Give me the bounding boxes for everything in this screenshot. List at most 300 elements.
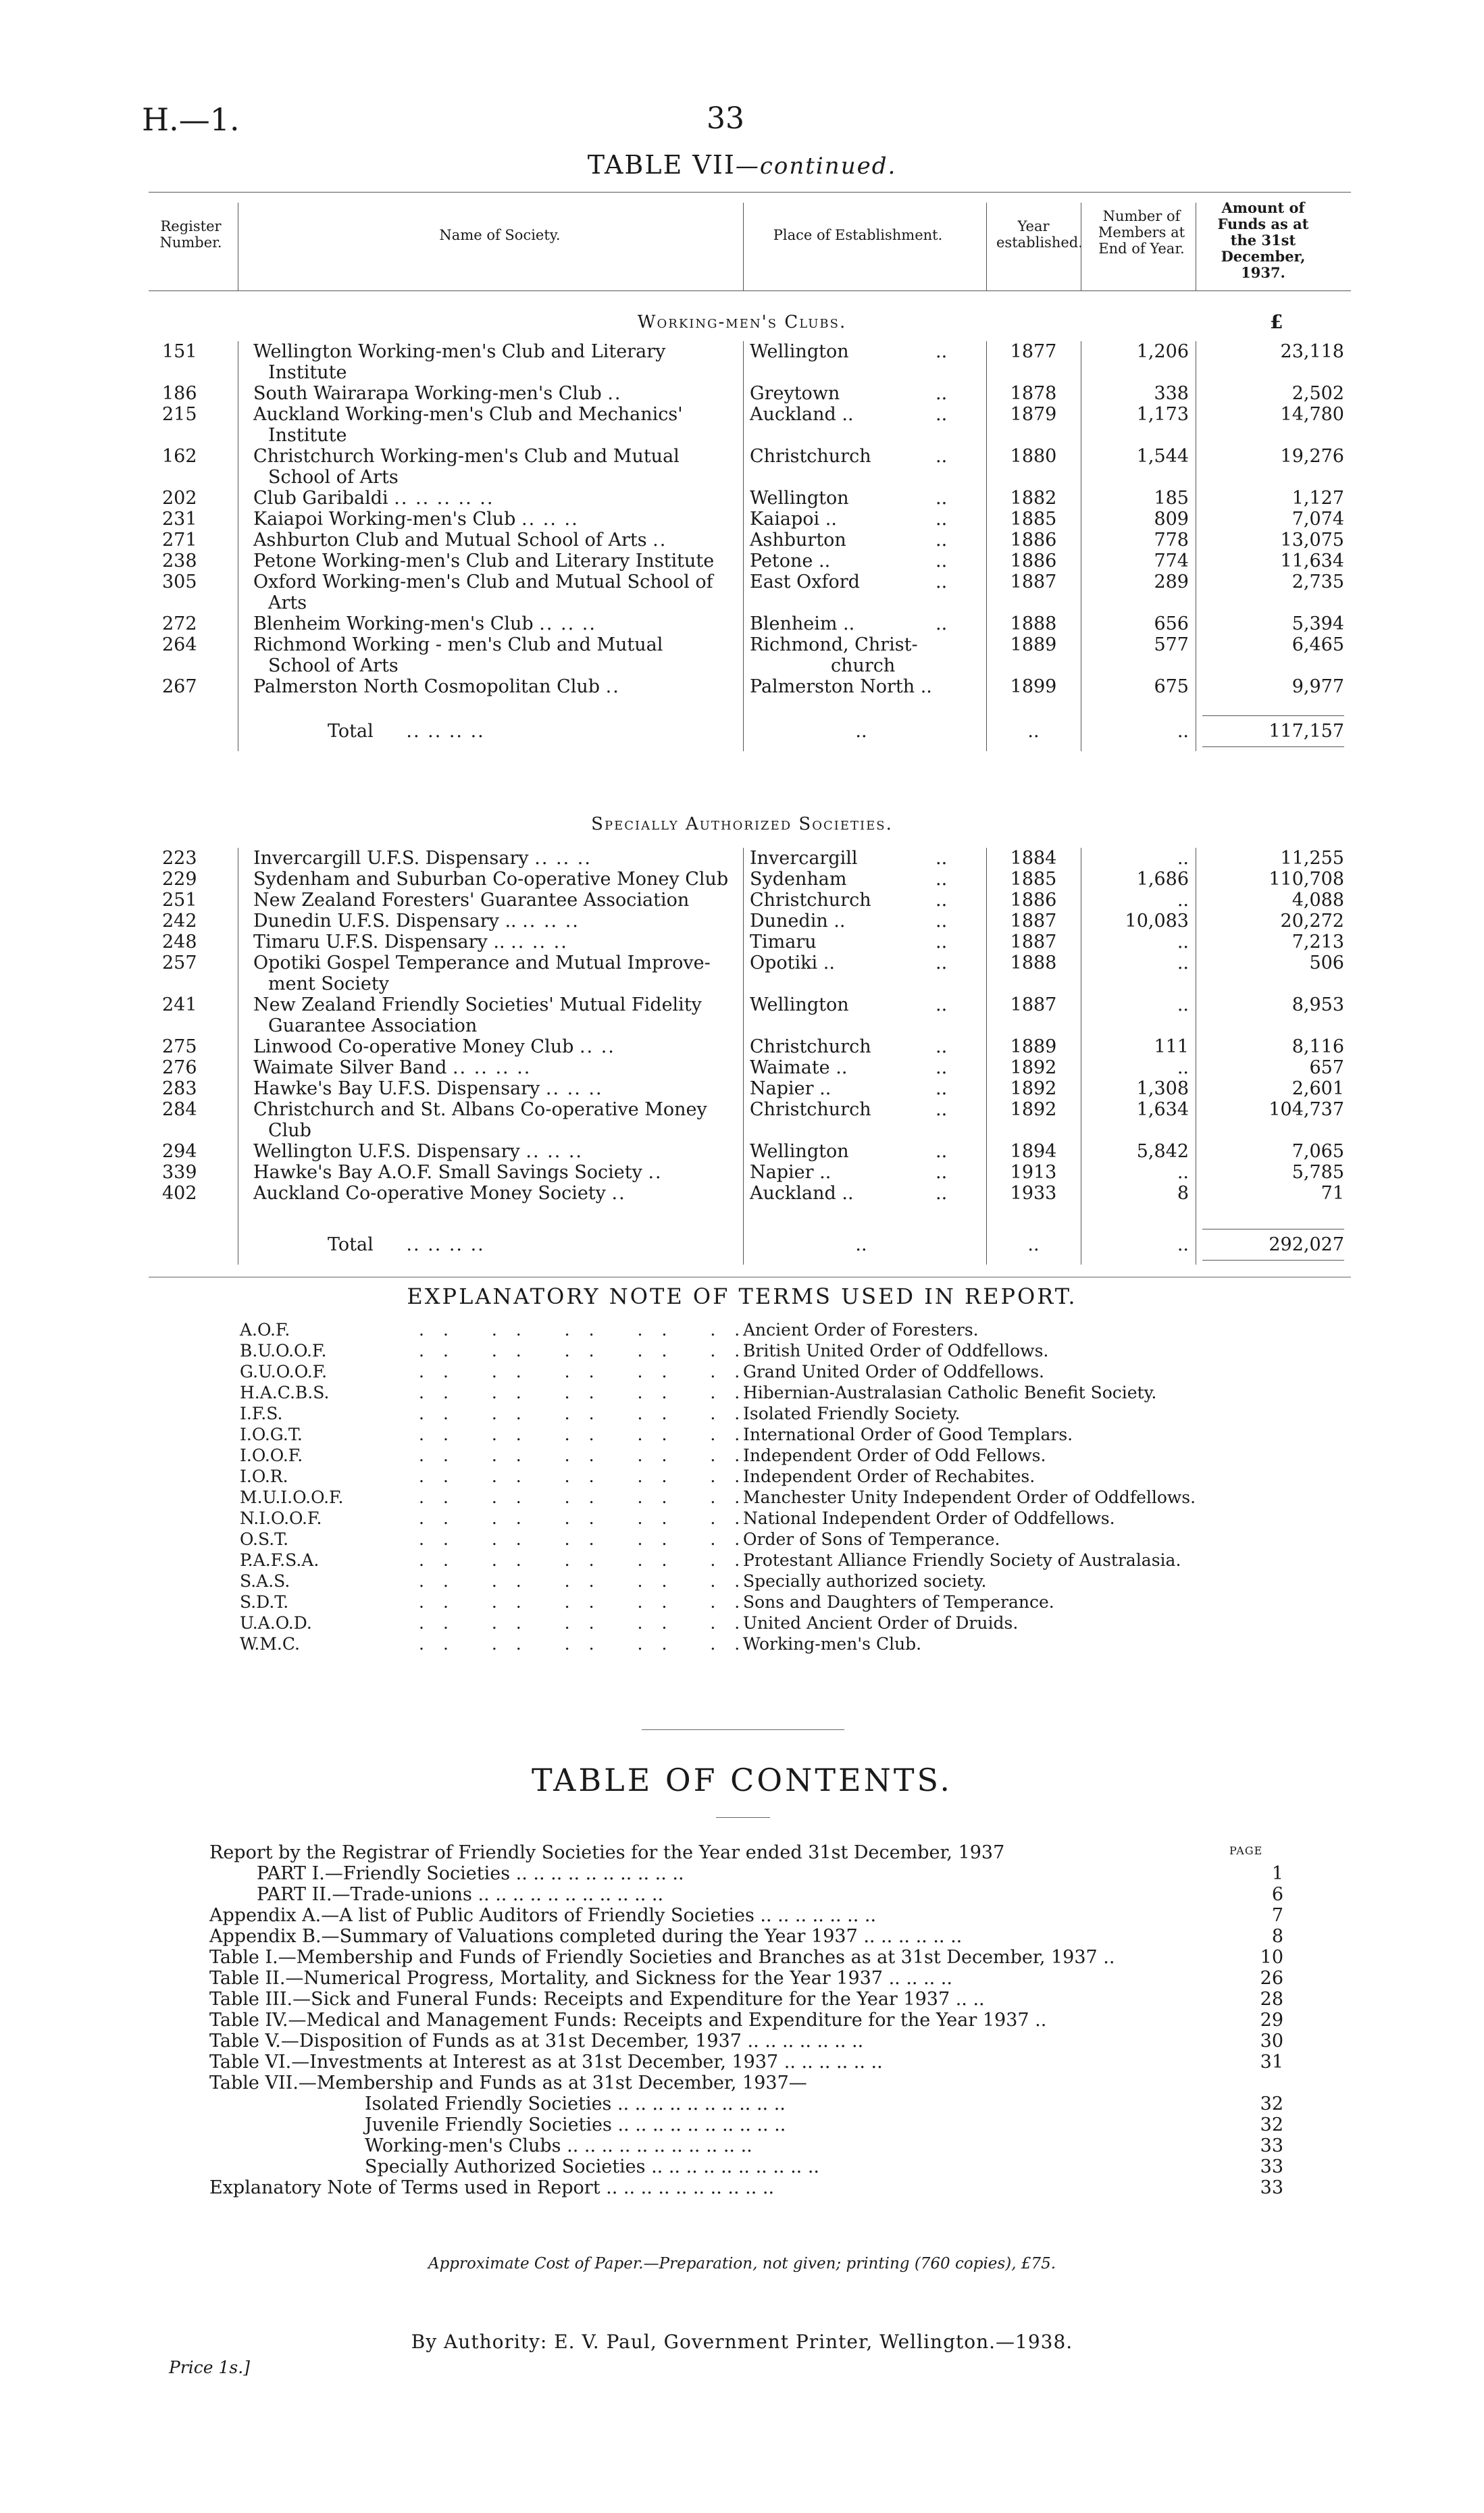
funds-amount: 11,634 <box>1280 551 1344 572</box>
leader-dots: .. .. .. .. <box>406 721 485 742</box>
funds-amount: 20,272 <box>1280 911 1344 932</box>
abbreviation: I.O.R. <box>240 1467 288 1486</box>
society-name-line2: Institute <box>268 362 347 383</box>
toc-page-number: 32 <box>1260 2093 1283 2114</box>
society-name-line1: Richmond Working - men's Club and Mutual <box>253 634 663 655</box>
total-label-text: Total <box>328 1234 374 1255</box>
place-of-establishment <box>750 530 973 551</box>
register-number: 248 <box>162 932 197 953</box>
society-name <box>253 488 740 509</box>
society-name-line2: ment Society <box>268 973 389 994</box>
society-name <box>253 446 740 488</box>
place-of-establishment <box>750 1036 973 1057</box>
toc-entry-text: Table V.—Disposition of Funds as at 31st December, 1937 .. .. .. .. .. .. .. <box>209 2031 864 2052</box>
toc-entry-text: Table I.—Membership and Funds of Friendly Societies and Branches as at 31st December, 1937 .. <box>209 1947 1115 1968</box>
leader-dots: .. .. .. .. .. <box>419 1571 759 1591</box>
col-name: Name of Society. <box>439 227 561 243</box>
abbreviation: H.A.C.B.S. <box>240 1383 330 1402</box>
funds-amount: 5,394 <box>1291 613 1344 634</box>
abbreviation-meaning: National Independent Order of Oddfellows. <box>743 1508 1115 1528</box>
society-name-line1: Ashburton Club and Mutual School of Arts <box>253 530 647 551</box>
toc-page-number: 29 <box>1260 2010 1283 2031</box>
abbreviation-meaning: United Ancient Order of Druids. <box>743 1613 1019 1633</box>
abbreviation: I.O.G.T. <box>240 1425 303 1444</box>
funds-amount: 23,118 <box>1280 341 1344 362</box>
society-name <box>253 509 740 530</box>
funds-amount: 506 <box>1309 953 1344 973</box>
place-line1: Blenheim .. <box>750 613 855 634</box>
total-bottom-rule <box>1202 1260 1344 1261</box>
toc-page-label: PAGE <box>1229 1844 1263 1857</box>
divider <box>716 1817 770 1818</box>
register-number: 251 <box>162 890 197 911</box>
society-name-line1: Christchurch Working-men's Club and Mutual <box>253 446 680 467</box>
table-title <box>0 150 1484 180</box>
toc-entry-text: Juvenile Friendly Societies .. .. .. .. .. .. .. .. .. .. <box>365 2114 786 2135</box>
abbreviation-meaning: Independent Order of Odd Fellows. <box>743 1446 1046 1465</box>
members-count: .. <box>1177 848 1189 869</box>
leader-dots: .. .. .. <box>526 1141 584 1162</box>
society-name-line1: Invercargill U.F.S. Dispensary <box>253 848 529 869</box>
funds-amount: 5,785 <box>1291 1162 1344 1183</box>
place-of-establishment <box>750 953 973 973</box>
society-name-line2: Institute <box>268 425 347 446</box>
register-number: 294 <box>162 1141 197 1162</box>
register-number: 267 <box>162 676 197 697</box>
year-established: 1887 <box>1010 572 1057 592</box>
place-line1: Waimate .. <box>750 1057 848 1078</box>
funds-amount: 104,737 <box>1269 1099 1344 1120</box>
funds-amount: 8,116 <box>1291 1036 1344 1057</box>
year-established: 1886 <box>1010 551 1057 572</box>
abbreviation: A.O.F. <box>240 1320 290 1340</box>
year-established: 1885 <box>1010 869 1057 890</box>
total-funds: 292,027 <box>1269 1234 1344 1255</box>
col-rule <box>743 341 744 751</box>
society-name <box>253 848 740 869</box>
leader-dots: .. .. .. .. .. <box>419 1320 759 1340</box>
place-line1: Auckland .. <box>750 404 854 425</box>
funds-amount: 657 <box>1309 1057 1344 1078</box>
society-name <box>253 1078 740 1099</box>
total-year: .. <box>1027 721 1040 742</box>
place-of-establishment <box>750 1141 973 1162</box>
society-name <box>253 932 740 953</box>
abbreviation-meaning: Order of Sons of Temperance. <box>743 1529 1000 1549</box>
place-line1: Ashburton <box>750 530 846 551</box>
place-line1: Greytown <box>750 383 840 404</box>
year-established: 1878 <box>1010 383 1057 404</box>
year-established: 1892 <box>1010 1057 1057 1078</box>
leader-dots: .. <box>648 1162 663 1183</box>
place-line2: church <box>831 655 896 676</box>
year-established: 1892 <box>1010 1099 1057 1120</box>
leader-dots: .. <box>936 1057 948 1078</box>
register-number: 283 <box>162 1078 197 1099</box>
society-name-line1: New Zealand Foresters' Guarantee Association <box>253 890 690 911</box>
society-name <box>253 1057 740 1078</box>
toc-page-number: 33 <box>1260 2177 1283 2198</box>
printer-authority: By Authority: E. V. Paul, Government Printer, Wellington.—1938. <box>411 2331 1073 2353</box>
place-line1: Christchurch <box>750 890 871 911</box>
leader-dots: .. <box>936 1162 948 1183</box>
society-name <box>253 869 740 890</box>
place-of-establishment <box>750 1099 973 1120</box>
place-line1: East Oxford <box>750 572 860 592</box>
members-count: 185 <box>1154 488 1189 509</box>
toc-page-number: 26 <box>1260 1968 1283 1989</box>
abbreviation-meaning: Sons and Daughters of Temperance. <box>743 1592 1054 1612</box>
register-number: 339 <box>162 1162 197 1183</box>
leader-dots: .. .. .. .. .. <box>419 1425 759 1444</box>
year-established: 1885 <box>1010 509 1057 530</box>
leader-dots: .. .. .. .. .. <box>419 1383 759 1402</box>
toc-page-number: 8 <box>1271 1926 1283 1947</box>
year-established: 1877 <box>1010 341 1057 362</box>
funds-amount: 19,276 <box>1280 446 1344 467</box>
society-name <box>253 341 740 383</box>
leader-dots: .. <box>936 932 948 953</box>
society-name-line1: Blenheim Working-men's Club <box>253 613 534 634</box>
place-of-establishment <box>750 509 973 530</box>
society-name <box>253 890 740 911</box>
header-bottom-rule <box>149 290 1351 291</box>
leader-dots: .. .. .. .. .. <box>419 1613 759 1633</box>
members-count: 10,083 <box>1125 911 1189 932</box>
society-name-line1: Dunedin U.F.S. Dispensary .. <box>253 911 517 932</box>
toc-entry-text: PART II.—Trade-unions .. .. .. .. .. .. .. .. .. .. .. <box>257 1884 664 1905</box>
society-name-line1: Christchurch and St. Albans Co-operative Money <box>253 1099 707 1120</box>
leader-dots: .. <box>611 1183 626 1204</box>
register-number: 229 <box>162 869 197 890</box>
place-of-establishment <box>750 634 973 676</box>
society-name <box>253 953 740 994</box>
members-count: 774 <box>1154 551 1189 572</box>
place-line1: Opotiki .. <box>750 953 835 973</box>
leader-dots: .. .. .. <box>521 509 579 530</box>
members-count: 809 <box>1154 509 1189 530</box>
abbreviation-meaning: Hibernian-Australasian Catholic Benefit Society. <box>743 1383 1157 1402</box>
toc-entry-text: Report by the Registrar of Friendly Societies for the Year ended 31st December, 1937 <box>209 1842 1005 1863</box>
register-number: 231 <box>162 509 197 530</box>
year-established: 1892 <box>1010 1078 1057 1099</box>
place-of-establishment <box>750 383 973 404</box>
register-number: 257 <box>162 953 197 973</box>
leader-dots: .. .. .. .. <box>452 1057 532 1078</box>
place-of-establishment <box>750 1183 973 1204</box>
place-line1: Dunedin .. <box>750 911 846 932</box>
leader-dots: .. <box>936 509 948 530</box>
leader-dots: .. .. .. .. .. <box>419 1446 759 1465</box>
society-name-line2: School of Arts <box>268 655 399 676</box>
society-name-line1: Opotiki Gospel Temperance and Mutual Improve- <box>253 953 711 973</box>
toc-page-number: 10 <box>1260 1947 1283 1968</box>
society-name <box>253 1183 740 1204</box>
members-count: 1,308 <box>1136 1078 1189 1099</box>
toc-entry-text: Table VI.—Investments at Interest as at 31st December, 1937 .. .. .. .. .. .. <box>209 2052 883 2073</box>
register-number: 162 <box>162 446 197 467</box>
funds-amount: 2,601 <box>1291 1078 1344 1099</box>
leader-dots: .. .. .. .. .. <box>419 1467 759 1486</box>
year-established: 1889 <box>1010 634 1057 655</box>
society-name-line1: South Wairarapa Working-men's Club <box>253 383 602 404</box>
divider <box>642 1729 844 1730</box>
place-line1: Palmerston North .. <box>750 676 932 697</box>
funds-amount: 7,074 <box>1291 509 1344 530</box>
place-line1: Christchurch <box>750 1099 871 1120</box>
members-count: 656 <box>1154 613 1189 634</box>
leader-dots: .. <box>936 1099 948 1120</box>
column-headers <box>149 188 1351 289</box>
toc-page-number: 32 <box>1260 2114 1283 2135</box>
funds-amount: 71 <box>1321 1183 1344 1204</box>
members-count: 577 <box>1154 634 1189 655</box>
year-established: 1913 <box>1010 1162 1057 1183</box>
col-year: Year established. <box>996 218 1083 251</box>
society-name-line1: Kaiapoi Working-men's Club <box>253 509 516 530</box>
funds-amount: 1,127 <box>1291 488 1344 509</box>
society-name <box>253 613 740 634</box>
abbreviation: S.D.T. <box>240 1592 289 1612</box>
register-number: 242 <box>162 911 197 932</box>
leader-dots: .. <box>936 404 948 425</box>
society-name-line1: Wellington U.F.S. Dispensary <box>253 1141 520 1162</box>
members-count: .. <box>1177 994 1189 1015</box>
leader-dots: .. .. .. <box>545 1078 603 1099</box>
society-name <box>253 572 740 613</box>
year-established: 1888 <box>1010 953 1057 973</box>
register-number: 272 <box>162 613 197 634</box>
society-name <box>253 676 740 697</box>
society-name-line1: Hawke's Bay A.O.F. Small Savings Society <box>253 1162 642 1183</box>
toc-entry-text: Table IV.—Medical and Management Funds: Receipts and Expenditure for the Year 1937 .. <box>209 2010 1047 2031</box>
abbreviation-meaning: British United Order of Oddfellows. <box>743 1341 1049 1361</box>
leader-dots: .. .. .. <box>511 932 568 953</box>
total-place: .. <box>855 721 867 742</box>
leader-dots: .. <box>936 890 948 911</box>
year-established: 1933 <box>1010 1183 1057 1204</box>
toc-entry-text: Appendix B.—Summary of Valuations completed during the Year 1937 .. .. .. .. .. .. <box>209 1926 963 1947</box>
leader-dots: .. <box>936 488 948 509</box>
cost-note: Approximate Cost of Paper.—Preparation, not given; printing (760 copies), £75. <box>428 2255 1056 2273</box>
toc-entry-text: Isolated Friendly Societies .. .. .. .. .. .. .. .. .. .. <box>365 2093 786 2114</box>
abbreviation: I.O.O.F. <box>240 1446 303 1465</box>
document-ref: H.—1. <box>142 101 240 138</box>
leader-dots: .. <box>936 551 948 572</box>
abbreviation: U.A.O.D. <box>240 1613 312 1633</box>
leader-dots: .. .. .. <box>534 848 592 869</box>
abbreviation-meaning: International Order of Good Templars. <box>743 1425 1073 1444</box>
members-count: 675 <box>1154 676 1189 697</box>
place-line1: Kaiapoi .. <box>750 509 837 530</box>
toc-entry-text: Explanatory Note of Terms used in Report .. .. .. .. .. .. .. .. .. .. <box>209 2177 775 2198</box>
toc-page-number: 6 <box>1271 1884 1283 1905</box>
abbreviation-meaning: Manchester Unity Independent Order of Oddfellows. <box>743 1488 1196 1507</box>
members-count: 1,544 <box>1136 446 1189 467</box>
leader-dots: .. <box>936 572 948 592</box>
members-count: 778 <box>1154 530 1189 551</box>
members-count: 1,634 <box>1136 1099 1189 1120</box>
register-number: 275 <box>162 1036 197 1057</box>
society-name-line2: Arts <box>268 592 307 613</box>
place-of-establishment <box>750 446 973 467</box>
place-line1: Richmond, Christ- <box>750 634 918 655</box>
leader-dots: .. <box>936 994 948 1015</box>
section-title-working-mens-clubs: Working-men's Clubs. <box>637 312 847 332</box>
society-name <box>253 1141 740 1162</box>
place-line1: Wellington <box>750 1141 849 1162</box>
leader-dots: .. .. <box>579 1036 615 1057</box>
place-line1: Sydenham <box>750 869 847 890</box>
place-line1: Wellington <box>750 488 849 509</box>
place-of-establishment <box>750 551 973 572</box>
society-name <box>253 404 740 446</box>
year-established: 1894 <box>1010 1141 1057 1162</box>
year-established: 1880 <box>1010 446 1057 467</box>
register-number: 305 <box>162 572 197 592</box>
society-name-line1: Sydenham and Suburban Co-operative Money Club <box>253 869 729 890</box>
leader-dots: .. <box>653 530 667 551</box>
toc-page-number: 7 <box>1271 1905 1283 1926</box>
abbreviation: O.S.T. <box>240 1529 289 1549</box>
col-register: Register Number. <box>159 218 222 251</box>
place-line1: Auckland .. <box>750 1183 854 1204</box>
col-place: Place of Establishment. <box>773 227 943 243</box>
place-line1: Christchurch <box>750 446 871 467</box>
society-name <box>253 1036 740 1057</box>
members-count: 5,842 <box>1136 1141 1189 1162</box>
price: Price 1s.] <box>169 2358 250 2377</box>
members-count: .. <box>1177 953 1189 973</box>
leader-dots: .. <box>936 446 948 467</box>
year-established: 1887 <box>1010 932 1057 953</box>
register-number: 186 <box>162 383 197 404</box>
funds-amount: 8,953 <box>1291 994 1344 1015</box>
toc-entry-text: Table VII.—Membership and Funds as at 31st December, 1937— <box>209 2073 807 2093</box>
total-members: .. <box>1177 1234 1189 1255</box>
toc-page-number: 1 <box>1271 1863 1283 1884</box>
funds-amount: 7,065 <box>1291 1141 1344 1162</box>
section-title-specially-authorized: Specially Authorized Societies. <box>591 814 893 834</box>
page-number: 33 <box>707 101 744 136</box>
place-of-establishment <box>750 1057 973 1078</box>
members-count: .. <box>1177 890 1189 911</box>
leader-dots: .. .. .. .. .. <box>419 1362 759 1381</box>
toc-page-number: 31 <box>1260 2052 1283 2073</box>
abbreviation-meaning: Ancient Order of Foresters. <box>743 1320 979 1340</box>
register-number: 271 <box>162 530 197 551</box>
members-count: 1,206 <box>1136 341 1189 362</box>
funds-amount: 2,502 <box>1291 383 1344 404</box>
society-name <box>253 551 740 572</box>
society-name-line1: Timaru U.F.S. Dispensary .. <box>253 932 505 953</box>
abbreviation: M.U.I.O.O.F. <box>240 1488 344 1507</box>
abbreviation: B.U.O.O.F. <box>240 1341 327 1361</box>
place-line1: Petone .. <box>750 551 831 572</box>
leader-dots: .. <box>936 1078 948 1099</box>
year-established: 1887 <box>1010 994 1057 1015</box>
leader-dots: .. <box>936 1141 948 1162</box>
place-line1: Christchurch <box>750 1036 871 1057</box>
society-name-line1: Auckland Working-men's Club and Mechanics' <box>253 404 683 425</box>
place-line1: Wellington <box>750 341 849 362</box>
toc-page-number: 30 <box>1260 2031 1283 2052</box>
place-of-establishment <box>750 404 973 425</box>
total-members: .. <box>1177 721 1189 742</box>
leader-dots: .. <box>936 1036 948 1057</box>
leader-dots: .. <box>936 1183 948 1204</box>
total-label <box>253 1234 814 1255</box>
place-line1: Invercargill <box>750 848 858 869</box>
total-bottom-rule <box>1202 746 1344 747</box>
place-of-establishment <box>750 341 973 362</box>
toc-entry-text: Table II.—Numerical Progress, Mortality, and Sickness for the Year 1937 .. .. .. .. <box>209 1968 952 1989</box>
place-of-establishment <box>750 848 973 869</box>
leader-dots: .. .. .. .. .. <box>419 1341 759 1361</box>
leader-dots: .. .. .. .. .. <box>419 1634 759 1654</box>
abbreviation: I.F.S. <box>240 1404 283 1423</box>
leader-dots: .. <box>936 848 948 869</box>
funds-amount: 2,735 <box>1291 572 1344 592</box>
col-rule <box>986 341 987 751</box>
society-name-line1: Petone Working-men's Club and Literary Institute <box>253 551 715 572</box>
col-funds: Amount of Funds as at the 31st December, 1937. <box>1217 199 1309 281</box>
table-title-main: TABLE VII <box>587 150 736 180</box>
society-name <box>253 1099 740 1141</box>
leader-dots: .. <box>936 341 948 362</box>
society-name <box>253 383 740 404</box>
abbreviation-meaning: Isolated Friendly Society. <box>743 1404 961 1423</box>
col-members: Number of Members at End of Year. <box>1098 208 1185 257</box>
society-name-line1: Oxford Working-men's Club and Mutual School of <box>253 572 713 592</box>
members-count: .. <box>1177 932 1189 953</box>
leader-dots: .. <box>607 383 622 404</box>
society-name-line1: Hawke's Bay U.F.S. Dispensary <box>253 1078 540 1099</box>
society-name-line2: Guarantee Association <box>268 1015 478 1036</box>
funds-amount: 11,255 <box>1280 848 1344 869</box>
toc-page-number: 28 <box>1260 1989 1283 2010</box>
col-rule <box>986 848 987 1265</box>
total-rule <box>1202 715 1344 716</box>
place-of-establishment <box>750 676 973 697</box>
leader-dots: .. .. .. .. .. <box>419 1508 759 1528</box>
funds-amount: 4,088 <box>1291 890 1344 911</box>
funds-amount: 13,075 <box>1280 530 1344 551</box>
year-established: 1879 <box>1010 404 1057 425</box>
members-count: .. <box>1177 1162 1189 1183</box>
leader-dots: .. .. .. .. .. <box>419 1550 759 1570</box>
place-of-establishment <box>750 1162 973 1183</box>
total-label-text: Total <box>328 721 374 742</box>
society-name-line1: Wellington Working-men's Club and Literary <box>253 341 666 362</box>
total-label <box>253 721 814 742</box>
abbreviation-meaning: Working-men's Club. <box>743 1634 922 1654</box>
total-funds: 117,157 <box>1269 721 1344 742</box>
place-line1: Timaru <box>750 932 817 953</box>
leader-dots: .. <box>605 676 620 697</box>
register-number: 223 <box>162 848 197 869</box>
abbreviation: S.A.S. <box>240 1571 290 1591</box>
register-number: 151 <box>162 341 197 362</box>
place-of-establishment <box>750 488 973 509</box>
place-of-establishment <box>750 932 973 953</box>
leader-dots: .. .. .. <box>522 911 580 932</box>
place-line1: Napier .. <box>750 1078 831 1099</box>
society-name <box>253 911 740 932</box>
toc-entry-text: PART I.—Friendly Societies .. .. .. .. .. .. .. .. .. .. <box>257 1863 684 1884</box>
leader-dots: .. .. .. .. .. <box>394 488 494 509</box>
leader-dots: .. <box>936 383 948 404</box>
